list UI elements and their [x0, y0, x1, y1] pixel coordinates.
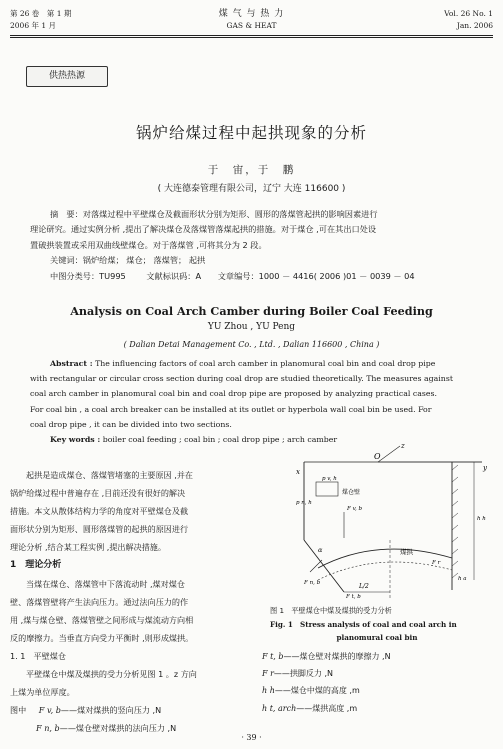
abstract-en-line1: The influencing factors of coal arch camber in planomural coal bin and coal drop pipe: [95, 359, 436, 368]
journal-vol-en: Vol. 26 No. 1: [444, 9, 493, 18]
abstract-cn-label: 摘 要：: [50, 209, 83, 219]
label-x: x: [296, 468, 300, 476]
page-number: · 39 ·: [241, 733, 262, 742]
label-fnb: F n, b: [304, 580, 321, 586]
abstract-en-line4: For coal bin , a coal arch breaker can be installed at its outlet or hyperbola wall coal bin be used. For: [30, 404, 432, 414]
abstract-en-line3: coal arch camber in planomural coal bin and coal drop pipe are proposed by analyzing practical cases.: [30, 389, 437, 399]
legend-text-hh: ——煤仓中煤的高度 ,m: [274, 686, 360, 696]
abstract-cn-line2: 理论研究。通过实例分析 ,提出了解决煤仓及落煤管落煤起拱的措施。对于煤仓 ,可在其出口处设: [30, 224, 377, 235]
legend-sym-hh: h h: [262, 686, 275, 696]
abstract-en: [30, 356, 476, 447]
section-heading-1-1: 1. 1 平壁煤仓: [10, 650, 66, 661]
label-z: z: [401, 442, 405, 450]
label-wall: 煤仓壁: [342, 489, 361, 496]
abstract-cn-line3: 置破拱装置或采用双曲线壁煤仓。对于落煤管 ,可将其分为 2 段。: [30, 239, 267, 250]
body-p2-l4: 反的摩擦力。当垂直方向受力平衡时 ,则形成煤拱。: [10, 632, 194, 643]
body-left-column: [10, 466, 250, 737]
figure-caption-en-2: planomural coal bin: [336, 633, 418, 642]
column-tag: 供热热源: [26, 66, 108, 87]
figure-1-diagram: [282, 440, 497, 600]
authors-cn: 于 宙，于 鹏: [207, 164, 296, 176]
body-p1-l2: 锅炉给煤过程中普遍存在 ,目前还没有很好的解决: [10, 488, 186, 499]
label-pvh: p v, h: [322, 476, 337, 482]
header-rule-top: [10, 35, 493, 36]
document-code: 文献标识码：A: [146, 270, 202, 281]
label-pnh: p n, h: [296, 500, 312, 506]
article-title-en: Analysis on Coal Arch Camber during Boiler Coal Feeding: [70, 304, 433, 318]
label-alpha: α: [318, 546, 323, 554]
legend-sym-fvb: F v, b: [38, 705, 61, 716]
journal-name-cn: 煤 气 与 热 力: [218, 9, 285, 19]
body-p3-l2: 上煤为单位厚度。: [10, 687, 75, 698]
legend-prefix: 图中: [10, 705, 27, 716]
z-axis-line: [378, 446, 400, 462]
legend-text-fvb: ——煤对煤拱的竖向压力 ,N: [60, 705, 162, 716]
body-p1-l1: 起拱是造成煤仓、落煤管堵塞的主要原因 ,并在: [26, 470, 194, 480]
label-arch: 煤拱: [400, 548, 413, 556]
legend-sym-harch: h t, arch: [262, 703, 297, 713]
abstract-cn-line1: 对落煤过程中平壁煤仓及截面形状分别为矩形、圆形的落煤管起拱的影响因素进行: [82, 209, 378, 219]
affiliation-cn: ( 大连德泰管理有限公司，辽宁 大连 116600 ): [157, 184, 346, 194]
abstract-cn: [30, 207, 476, 284]
body-p1-l3: 措施。本文从散体结构力学的角度对平壁煤仓及截: [10, 506, 189, 517]
wall-hatching: [452, 465, 458, 578]
affiliation-en: ( Dalian Detai Management Co. , Ltd. , Dalian 116600 , China ): [123, 340, 380, 349]
legend-text-fnb: ——煤仓壁对煤拱的法向压力 ,N: [59, 723, 177, 734]
legend-text-harch: ——煤拱高度 ,m: [296, 703, 358, 713]
abstract-en-line5: coal drop pipe , it can be divided into two sections.: [30, 419, 232, 429]
keywords-en-label: Key words :: [50, 435, 101, 445]
keywords-cn-label: 关键词：: [50, 255, 83, 266]
body-p2-l2: 壁、落煤管壁将产生法向压力。通过法向压力的作: [10, 596, 189, 607]
body-p2-l1: 当煤在煤仓、落煤管中下落流动时 ,煤对煤仓: [26, 578, 185, 589]
label-fr: F r: [432, 560, 441, 566]
body-p1-l5: 理论分析 ,结合某工程实例 ,提出解决措施。: [10, 542, 166, 553]
legend-text-fr: ——拱脚反力 ,N: [273, 669, 333, 679]
figure-caption-en-1: Fig. 1 Stress analysis of coal and coal arch in: [270, 620, 457, 629]
body-p3-l1: 平壁煤仓中煤及煤拱的受力分析见图 1 。z 方向: [26, 669, 197, 680]
label-arch-height: h a: [458, 576, 467, 582]
abstract-en-line2: with rectangular or circular cross section during coal drop are studied theoretically. The measures against: [30, 374, 453, 384]
journal-date: 2006 年 1 月: [10, 21, 57, 30]
label-origin: O: [374, 452, 381, 461]
journal-name-en: GAS & HEAT: [226, 21, 277, 30]
legend-right: [262, 648, 497, 717]
abstract-en-label: Abstract :: [50, 359, 93, 368]
authors-en: YU Zhou , YU Peng: [207, 322, 296, 332]
journal-date-en: Jan. 2006: [456, 21, 493, 30]
label-half-width: L/2: [359, 583, 369, 590]
fnb-arrow: [310, 560, 322, 572]
legend-sym-fr: F r: [262, 669, 274, 679]
label-y: y: [483, 464, 487, 472]
body-p1-l4: 面形状分别为矩形、圆形落煤管的起拱的原因进行: [10, 524, 189, 535]
article-title-cn: 锅炉给煤过程中起拱现象的分析: [135, 124, 367, 142]
element-box: [316, 482, 338, 496]
label-ftb: F t, b: [346, 594, 361, 600]
journal-volume: 第 26 卷 第 1 期: [10, 9, 72, 18]
body-p2-l3: 用 ,煤与煤仓壁、落煤管壁之间形成与煤流动方向相: [10, 614, 194, 625]
keywords-en-text: boiler coal feeding ; coal bin ; coal drop pipe ; arch camber: [102, 435, 338, 445]
label-fvb: F v, b: [347, 506, 363, 512]
label-height: h h: [477, 516, 486, 522]
figure-caption-cn: 图 1 平壁煤仓中煤及煤拱的受力分析: [270, 606, 392, 615]
article-number: 文章编号：1000 － 4416( 2006 )01 － 0039 － 04: [217, 270, 415, 281]
legend-text-ftb: ——煤仓壁对煤拱的摩擦力 ,N: [283, 652, 391, 661]
clc-number: 中图分类号：TU995: [50, 270, 126, 281]
header-rule-bottom: [10, 37, 493, 38]
section-heading-1: 1 理论分析: [10, 560, 62, 571]
legend-sym-fnb: F n, b: [36, 723, 60, 734]
legend-sym-ftb: F t, b: [262, 652, 284, 661]
figure-caption: [262, 605, 492, 643]
keywords-cn-text: 锅炉给煤； 煤仓； 落煤管； 起拱: [82, 255, 206, 266]
